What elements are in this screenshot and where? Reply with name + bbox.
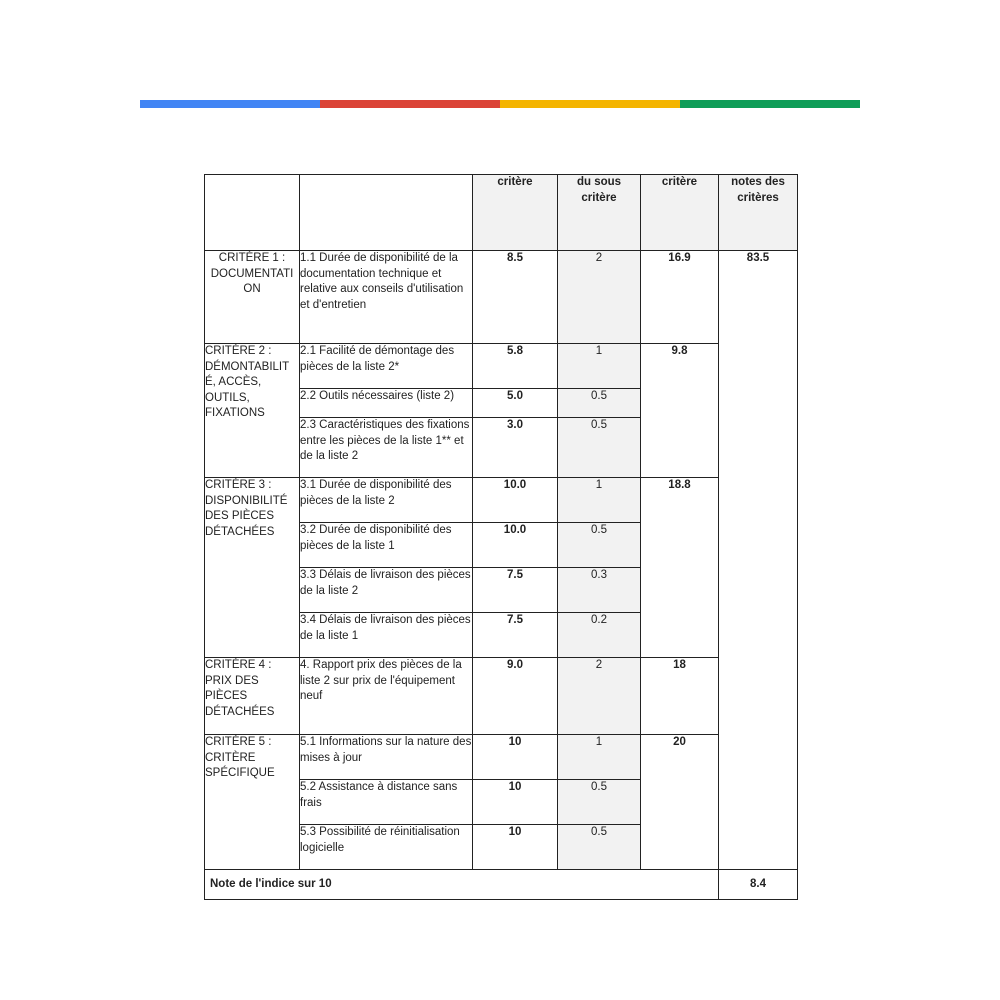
subcriterion-label: 2.1 Facilité de démontage des pièces de la liste 2* — [300, 344, 473, 389]
index-value: 8.4 — [719, 870, 798, 900]
subcriterion-coef: 0.5 — [558, 389, 641, 418]
subcriterion-note: 5.8 — [473, 344, 558, 389]
subcriterion-label: 5.1 Informations sur la nature des mises à jour — [300, 735, 473, 780]
score-table — [204, 174, 798, 900]
subcriterion-note: 7.5 — [473, 568, 558, 613]
subcriterion-coef: 0.5 — [558, 780, 641, 825]
subcriterion-label: 2.3 Caractéristiques des fixations entre les pièces de la liste 1** et de la liste 2 — [300, 418, 473, 478]
subcriterion-note: 5.0 — [473, 389, 558, 418]
subcriterion-note: 10 — [473, 825, 558, 870]
subcriterion-label: 2.2 Outils nécessaires (liste 2) — [300, 389, 473, 418]
subcriterion-note: 7.5 — [473, 613, 558, 658]
header-notes-criteres: notes des critères — [719, 175, 798, 251]
subcriterion-coef: 0.3 — [558, 568, 641, 613]
criterion-3-label: CRITÈRE 3 : DISPONIBILITÉ DES PIÈCES DÉTACHÉES — [205, 478, 300, 658]
subcriterion-coef: 2 — [558, 658, 641, 735]
subcriterion-note: 10.0 — [473, 478, 558, 523]
subcriterion-label: 3.4 Délais de livraison des pièces de la liste 1 — [300, 613, 473, 658]
criterion-1-total: 16.9 — [641, 251, 719, 344]
color-bar — [140, 100, 860, 108]
criterion-5-label: CRITÈRE 5 : CRITÈRE SPÉCIFIQUE — [205, 735, 300, 870]
subcriterion-label: 5.3 Possibilité de réinitialisation logicielle — [300, 825, 473, 870]
subcriterion-note: 10 — [473, 735, 558, 780]
subcriterion-note: 8.5 — [473, 251, 558, 344]
grand-total: 83.5 — [719, 251, 798, 870]
criterion-2-total: 9.8 — [641, 344, 719, 478]
subcriterion-label: 3.3 Délais de livraison des pièces de la liste 2 — [300, 568, 473, 613]
header-total-critere: critère — [641, 175, 719, 251]
header-coef-sous-critere: du sous critère — [558, 175, 641, 251]
table-row — [205, 344, 798, 389]
criterion-1-label: CRITÈRE 1 : DOCUMENTATI ON — [205, 251, 300, 344]
table-row — [205, 251, 798, 344]
subcriterion-label: 3.1 Durée de disponibilité des pièces de la liste 2 — [300, 478, 473, 523]
color-bar-yellow — [500, 100, 680, 108]
subcriterion-coef: 0.5 — [558, 523, 641, 568]
subcriterion-coef: 0.5 — [558, 825, 641, 870]
header-row — [205, 175, 798, 251]
footer-row — [205, 870, 798, 900]
criterion-4-label: CRITÈRE 4 : PRIX DES PIÈCES DÉTACHÉES — [205, 658, 300, 735]
subcriterion-coef: 2 — [558, 251, 641, 344]
index-label: Note de l'indice sur 10 — [205, 870, 719, 900]
color-bar-blue — [140, 100, 320, 108]
criterion-2-label: CRITÈRE 2 : DÉMONTABILIT É, ACCÈS, OUTILS, FIXATIONS — [205, 344, 300, 478]
subcriterion-note: 10.0 — [473, 523, 558, 568]
subcriterion-note: 9.0 — [473, 658, 558, 735]
subcriterion-label: 3.2 Durée de disponibilité des pièces de la liste 1 — [300, 523, 473, 568]
table-row — [205, 478, 798, 523]
subcriterion-note: 3.0 — [473, 418, 558, 478]
subcriterion-coef: 0.5 — [558, 418, 641, 478]
subcriterion-label: 1.1 Durée de disponibilité de la documentation technique et relative aux conseils d'utilisation et d'entretien — [300, 251, 473, 344]
header-note-critere: critère — [473, 175, 558, 251]
table-row — [205, 658, 798, 735]
header-criteria — [205, 175, 300, 251]
criterion-3-total: 18.8 — [641, 478, 719, 658]
header-subcriteria — [300, 175, 473, 251]
subcriterion-coef: 1 — [558, 344, 641, 389]
subcriterion-note: 10 — [473, 780, 558, 825]
subcriterion-label: 4. Rapport prix des pièces de la liste 2 sur prix de l'équipement neuf — [300, 658, 473, 735]
criterion-5-total: 20 — [641, 735, 719, 870]
subcriterion-coef: 1 — [558, 735, 641, 780]
subcriterion-coef: 1 — [558, 478, 641, 523]
subcriterion-coef: 0.2 — [558, 613, 641, 658]
color-bar-green — [680, 100, 860, 108]
subcriterion-label: 5.2 Assistance à distance sans frais — [300, 780, 473, 825]
criterion-4-total: 18 — [641, 658, 719, 735]
table-row — [205, 735, 798, 780]
color-bar-red — [320, 100, 500, 108]
